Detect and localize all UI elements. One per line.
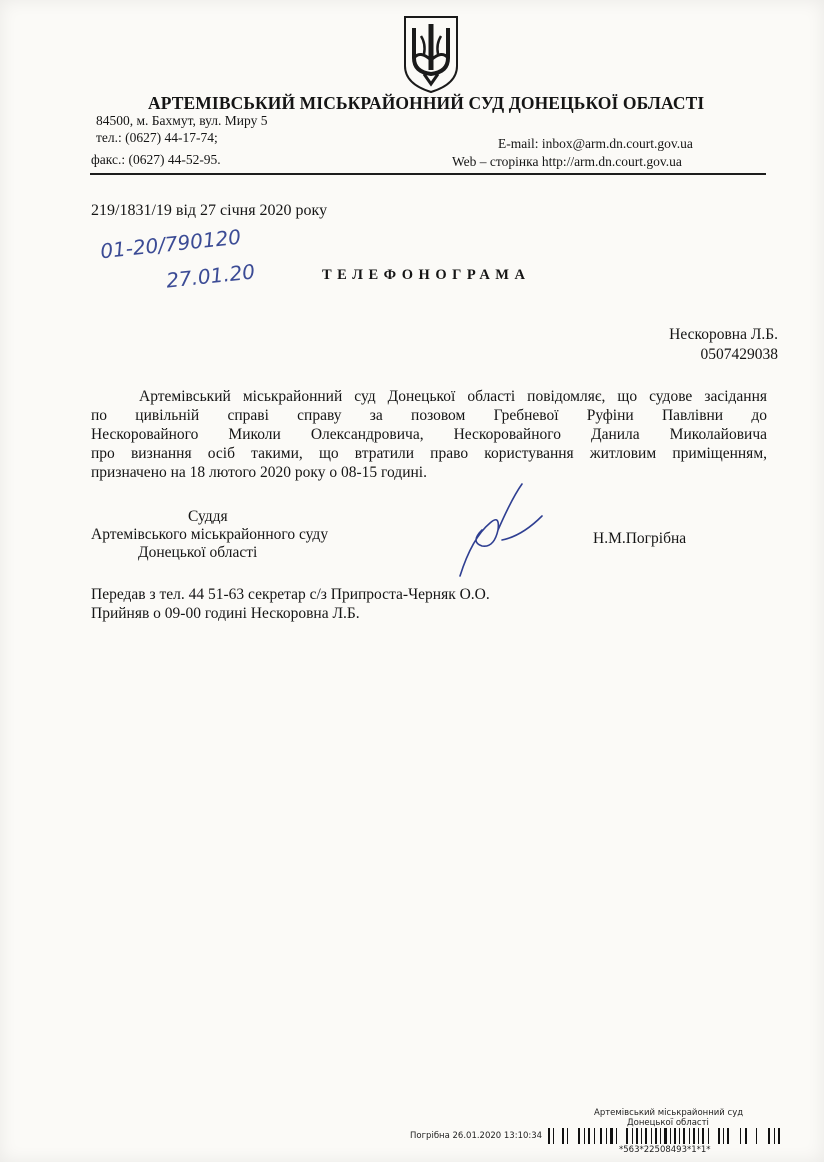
recipient-phone: 0507429038 — [700, 346, 778, 363]
body-line: про визнання осіб такими, що втратили право користування житловим приміщенням, — [91, 445, 767, 462]
stamp-court-region: Донецької області — [627, 1118, 709, 1128]
recipient-name: Нескоровна Л.Б. — [669, 326, 778, 343]
barcode-icon — [548, 1128, 780, 1144]
notice-body — [91, 387, 767, 482]
body-line: Нескоровайного Миколи Олександровича, Нескоровайного Данила Миколайовича — [91, 426, 767, 443]
court-website: Web – сторінка http://arm.dn.court.gov.ua — [452, 154, 682, 169]
court-fax: факс.: (0627) 44-52-95. — [91, 152, 221, 167]
received-by: Прийняв о 09-00 годині Нескоровна Л.Б. — [91, 605, 360, 622]
judge-name: Н.М.Погрібна — [593, 530, 687, 547]
transmitted-by: Передав з тел. 44 51-63 секретар с/з Припроста-Черняк О.О. — [91, 586, 490, 603]
court-email: E-mail: inbox@arm.dn.court.gov.ua — [498, 136, 693, 151]
coat-of-arms-icon — [402, 14, 460, 94]
court-address: 84500, м. Бахмут, вул. Миру 5 — [96, 113, 268, 128]
court-phone: тел.: (0627) 44-17-74; — [96, 130, 218, 145]
barcode-code: *563*22508493*1*1* — [619, 1145, 711, 1155]
judge-region: Донецької області — [138, 544, 258, 561]
reference-number: 219/1831/19 від 27 січня 2020 року — [91, 202, 328, 219]
document-title: ТЕЛЕФОНОГРАМА — [322, 267, 531, 283]
court-name: АРТЕМІВСЬКИЙ МІСЬКРАЙОННИЙ СУД ДОНЕЦЬКОЇ ОБЛАСТІ — [148, 93, 705, 113]
body-line: Артемівський міськрайонний суд Донецької області повідомляє, що судове засідання — [139, 388, 767, 405]
judge-signature-icon — [452, 478, 552, 578]
header-divider — [90, 173, 766, 175]
body-line: по цивільній справі справу за позовом Гребневої Руфіни Павлівни до — [91, 407, 767, 424]
stamp-user-timestamp: Погрібна 26.01.2020 13:10:34 — [410, 1131, 543, 1141]
judge-title: Суддя — [188, 508, 228, 525]
judge-court: Артемівського міськрайонного суду — [91, 526, 329, 543]
handwritten-registration-date: 27.01.20 — [164, 259, 257, 293]
body-line: призначено на 18 лютого 2020 року о 08-15 годині. — [91, 464, 427, 481]
handwritten-registration-number: 01-20/790120 — [99, 224, 243, 264]
stamp-court-name: Артемівський міськрайонний суд — [594, 1108, 744, 1118]
